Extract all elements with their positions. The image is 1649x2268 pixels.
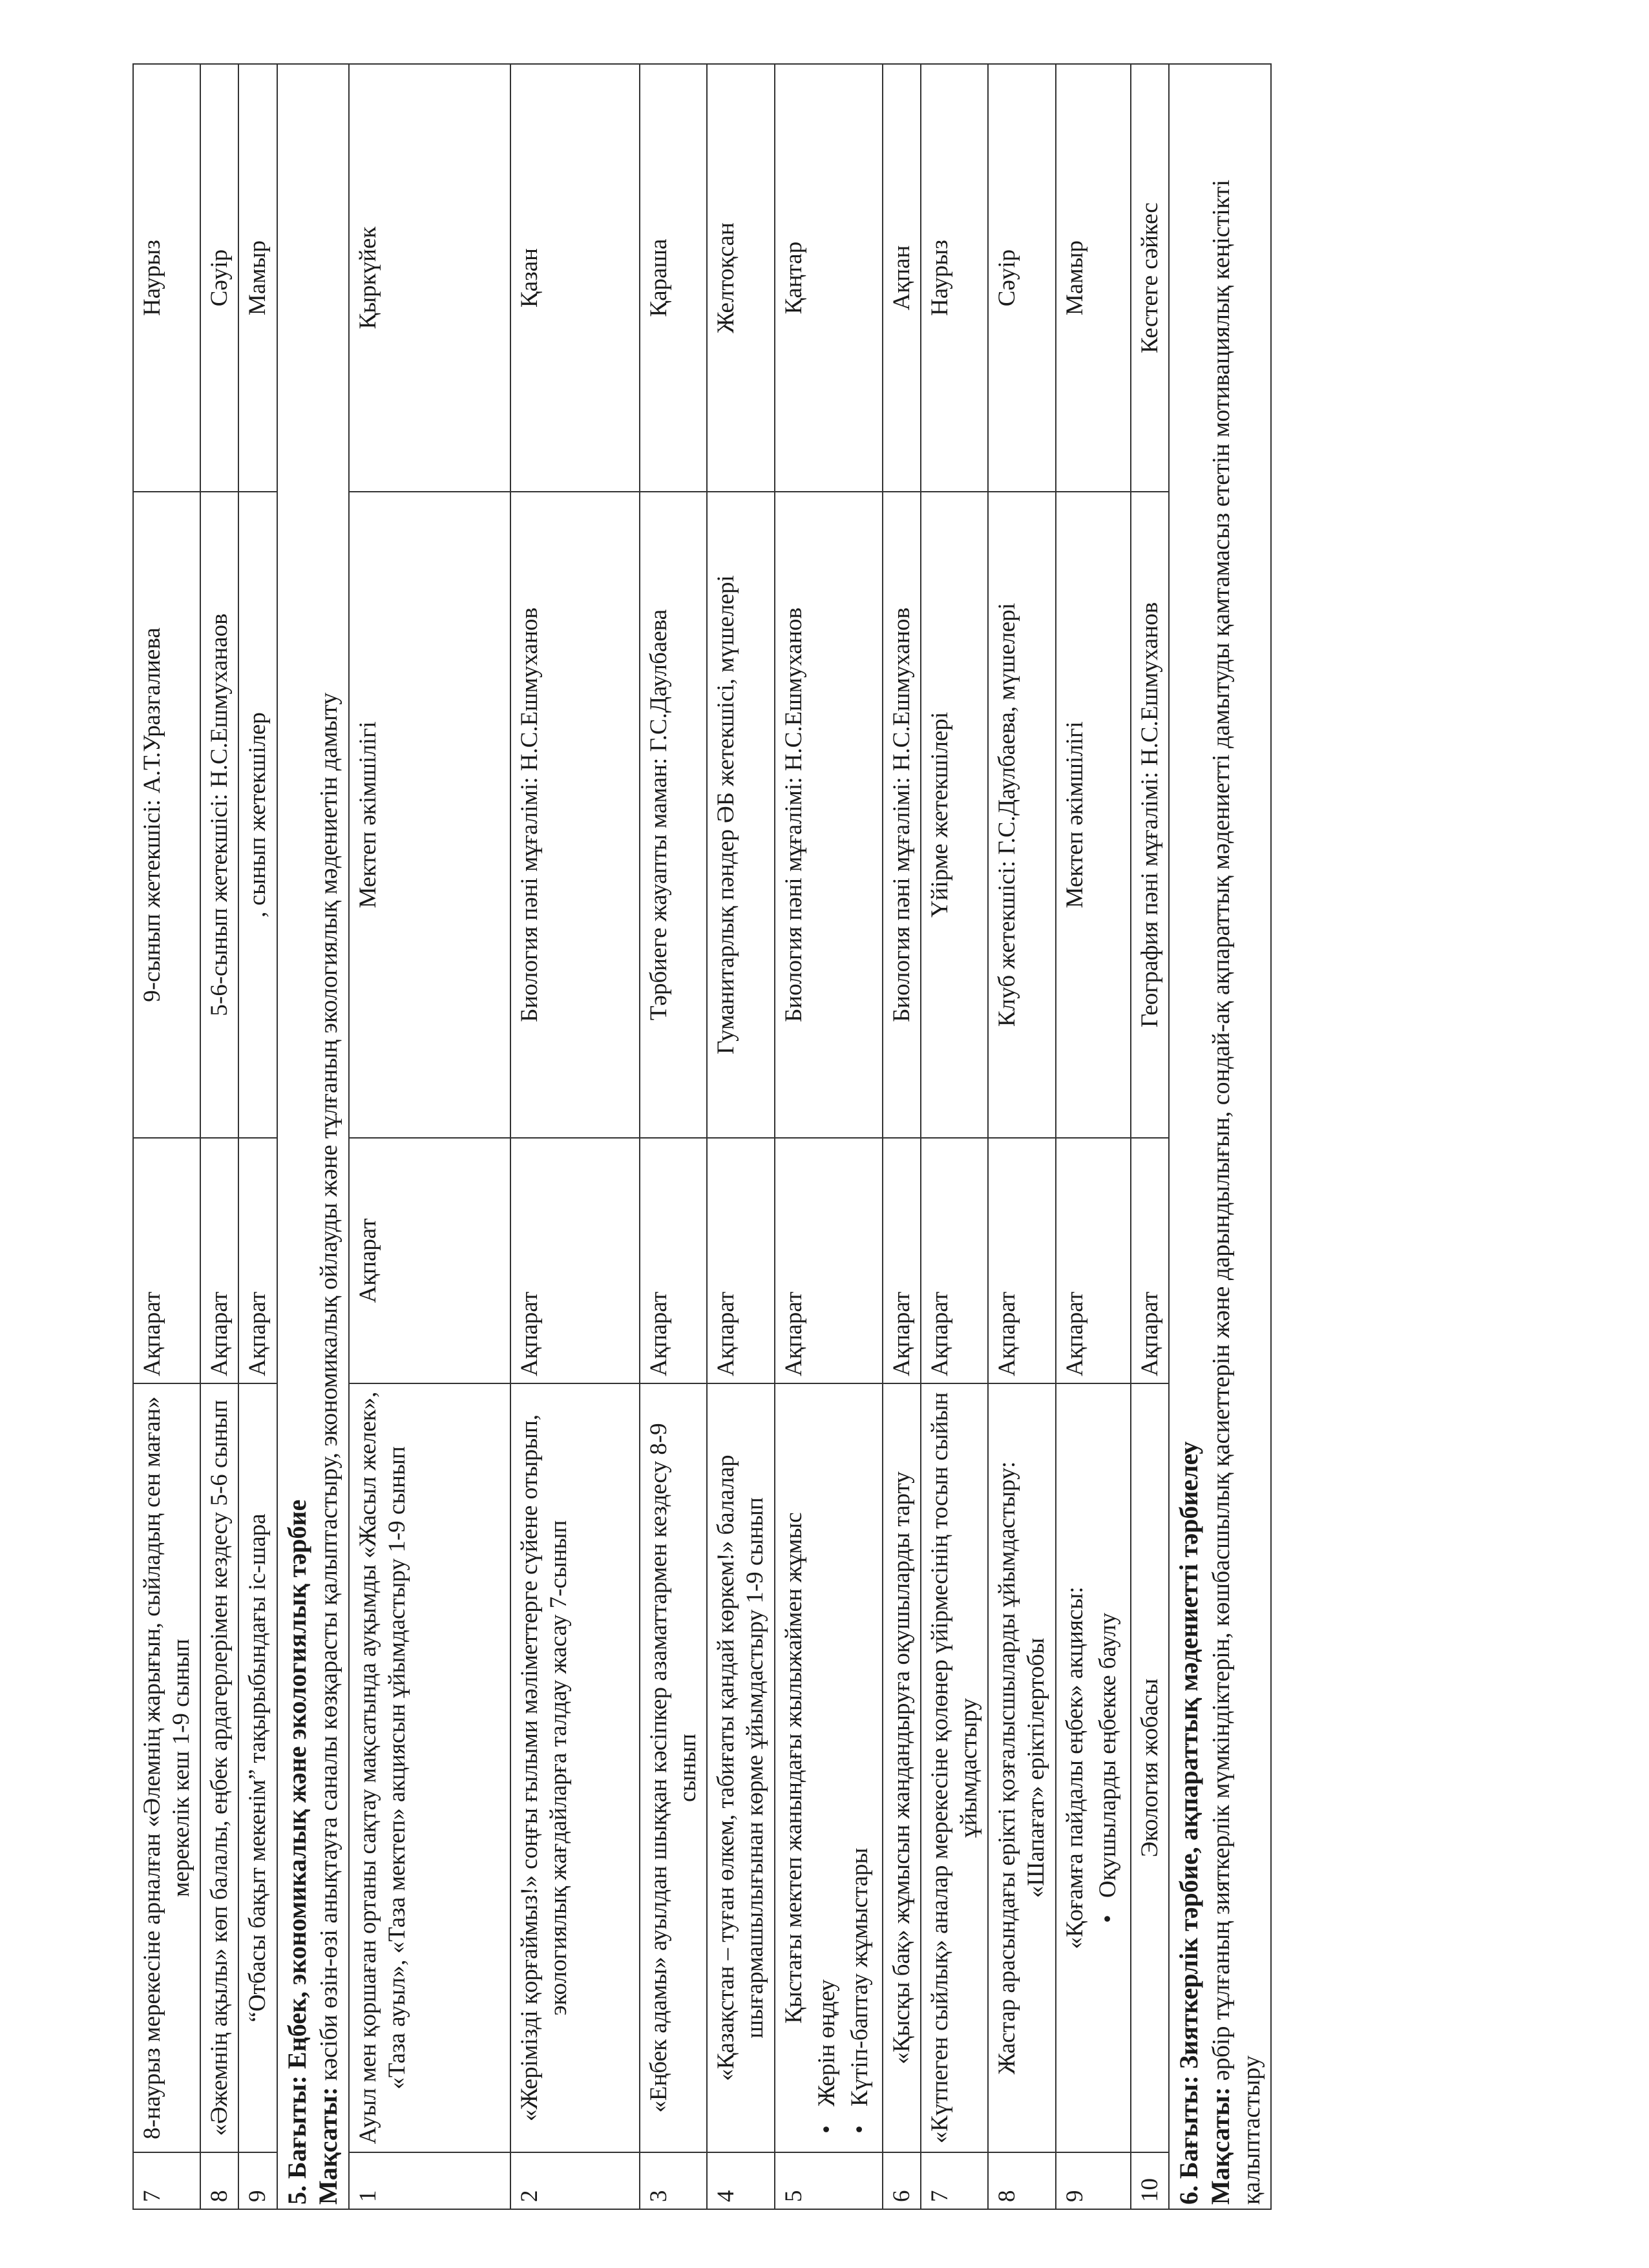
section-header-row [277,64,350,2209]
event-name: “Отбасы бақыт мекенім” тақырыбындағы іс-шара [238,1383,277,2152]
responsible: Тәрбиеге жауапты маман: Г.С.Даулбаева [640,492,707,1138]
goal-text: кәсіби өзін-өзі анықтауға саналы көзқарасты қалыптастыру, экономикалық ойлауды және тұлғаның экологиялық мәдениетін дамыту [315,692,343,2087]
row-number: 10 [1131,2152,1169,2209]
list-item: • Жерін өңдеу [812,1391,841,2145]
row-number: 8 [988,2152,1055,2209]
section-header-row [1169,64,1271,2209]
event-name-line2: «Шапағат» еріктілертобы [1023,1637,1050,1898]
deadline: Сәуір [988,64,1055,492]
row-number: 9 [238,2152,277,2209]
event-form: Ақпарат [133,1138,200,1383]
event-name: «Еңбек адамы» ауылдан шыққан кәсіпкер азаматтармен кездесу 8-9 сынып [640,1383,707,2152]
list-item: • Оқушыларды еңбекке баулу [1093,1391,1122,2145]
row-number: 8 [200,2152,238,2209]
deadline: Қараша [640,64,707,492]
deadline: Кестеге сәйкес [1131,64,1169,492]
responsible: География пәні мұғалімі: Н.С.Ешмуханов [1131,492,1169,1138]
responsible: Биология пәні мұғалімі: Н.С.Ешмуханов [775,492,883,1138]
row-number: 6 [883,2152,921,2209]
responsible: Мектеп әкімшілігі [349,492,510,1138]
table-row [707,64,774,2209]
row-number: 9 [1056,2152,1131,2209]
section-6-header [1169,64,1271,2209]
responsible: Мектеп әкімшілігі [1056,492,1131,1138]
row-number: 5 [775,2152,883,2209]
event-name: Қыстағы мектеп жанындағы жылыжаймен жұмыс [780,1512,807,2024]
responsible: 5-6-сынып жетекшісі: Н.С.Ешмуханаов [200,492,238,1138]
section-5-title: 5. Бағыты: Еңбек, экономикалық және экологиялық тәрбие [282,1499,311,2205]
deadline: Желтоқсан [707,64,774,492]
row-number: 7 [133,2152,200,2209]
table-row [1056,64,1131,2209]
event-form: Ақпарат [883,1138,921,1383]
deadline: Мамыр [1056,64,1131,492]
event-form: Ақпарат [707,1138,774,1383]
deadline: Наурыз [133,64,200,492]
plan-table [132,63,1272,2210]
table-row [1131,64,1169,2209]
responsible: Гуманитарлық пәндер ӘБ жетекшісі, мүшелері [707,492,774,1138]
event-cell [988,1383,1055,2152]
event-name: «Қоғамға пайдалы еңбек» акциясы: [1061,1586,1088,1949]
section-6-goal [1205,68,1266,2205]
responsible: Клуб жетекшісі: Г.С.Даулбаева, мүшелері [988,492,1055,1138]
event-name: Ауыл мен қоршаған ортаны сақтау мақсатында ауқымды «Жасыл желек», «Таза ауыл», «Таза мектеп» акциясын ұйымдастыру 1-9 сынып [349,1383,510,2152]
responsible: Биология пәні мұғалімі: Н.С.Ешмуханов [883,492,921,1138]
event-name: «Қазақстан – туған өлкем, табиғаты қандай көркем!» балалар шығармашылығынан көрме ұйымдастыру 1-9 сынып [707,1383,774,2152]
event-cell [1056,1383,1131,2152]
deadline: Қыркүйек [349,64,510,492]
table-row [988,64,1055,2209]
event-form: Ақпарат [1131,1138,1169,1383]
table-row [349,64,510,2209]
event-cell [775,1383,883,2152]
list-item: • Күтіп-баптау жұмыстары [845,1391,874,2145]
bullet-list [1093,1391,1122,2145]
goal-label: Мақсаты: [313,2086,343,2205]
deadline: Наурыз [921,64,988,492]
row-number: 2 [510,2152,640,2209]
table-row [775,64,883,2209]
goal-text: әрбір тұлғаның зияткерлік мүмкіндіктерін, көшбасшылық қасиеттерін және дарындылығын, сондай-ақ ақпараттық мәдениетті дамытуды қамтамасыз ететін мотивациялық кеңістікті қалыптастыру [1207,180,1265,2205]
event-name: «Әжемнің ақылы» көп балалы, еңбек ардагерлерімен кездесу 5-6 сынып [200,1383,238,2152]
event-name: 8-наурыз мерекесіне арналған «Әлемнің жарығын, сыйладың сен маған» мерекелік кеш 1-9 сынып [133,1383,200,2152]
event-form: Ақпарат [640,1138,707,1383]
event-form: Ақпарат [988,1138,1055,1383]
table-row [510,64,640,2209]
event-name: Экология жобасы [1131,1383,1169,2152]
event-name: Жастар арасындағы ерікті қозғалысшыларды ұйымдастыру: [994,1461,1021,2075]
event-name: «Қысқы бақ» жұмысын жандандыруға оқушыларды тарту [883,1383,921,2152]
table-row [200,64,238,2209]
event-form: Ақпарат [1056,1138,1131,1383]
deadline: Сәуір [200,64,238,492]
event-name: «Күтпеген сыйлық» аналар мерекесіне қолөнер үйірмесінің тосын сыйын ұйымдастыру [921,1383,988,2152]
table-row [921,64,988,2209]
row-number: 4 [707,2152,774,2209]
section-5-header [277,64,350,2209]
responsible: Биология пәні мұғалімі: Н.С.Ешмуханов [510,492,640,1138]
responsible: , сынып жетекшілер [238,492,277,1138]
responsible: Үйірме жетекшілері [921,492,988,1138]
section-6-title: 6. Бағыты: Зияткерлік тәрбие, ақпараттық мәдениетті тәрбиелеу [1173,1441,1203,2205]
section-5-goal [313,68,344,2205]
event-form: Ақпарат [775,1138,883,1383]
bullet-list [812,1391,874,2145]
goal-label: Мақсаты: [1205,2086,1235,2205]
event-form: Ақпарат [238,1138,277,1383]
event-name: «Жерімізді қорғаймыз!» соңғы ғылыми мәліметтерге сүйене отырып, экологиялық жағдайларға талдау жасау 7-сынып [510,1383,640,2152]
table-row [883,64,921,2209]
deadline: Ақпан [883,64,921,492]
deadline: Қаңтар [775,64,883,492]
event-form: Ақпарат [349,1138,510,1383]
table-row [238,64,277,2209]
event-form: Ақпарат [921,1138,988,1383]
responsible: 9-сынып жетекшісі: А.Т.Уразгалиева [133,492,200,1138]
event-form: Ақпарат [200,1138,238,1383]
row-number: 1 [349,2152,510,2209]
event-form: Ақпарат [510,1138,640,1383]
document-body [132,65,1272,2210]
table-row [133,64,200,2209]
row-number: 7 [921,2152,988,2209]
deadline: Қазан [510,64,640,492]
deadline: Мамыр [238,64,277,492]
row-number: 3 [640,2152,707,2209]
table-row [640,64,707,2209]
